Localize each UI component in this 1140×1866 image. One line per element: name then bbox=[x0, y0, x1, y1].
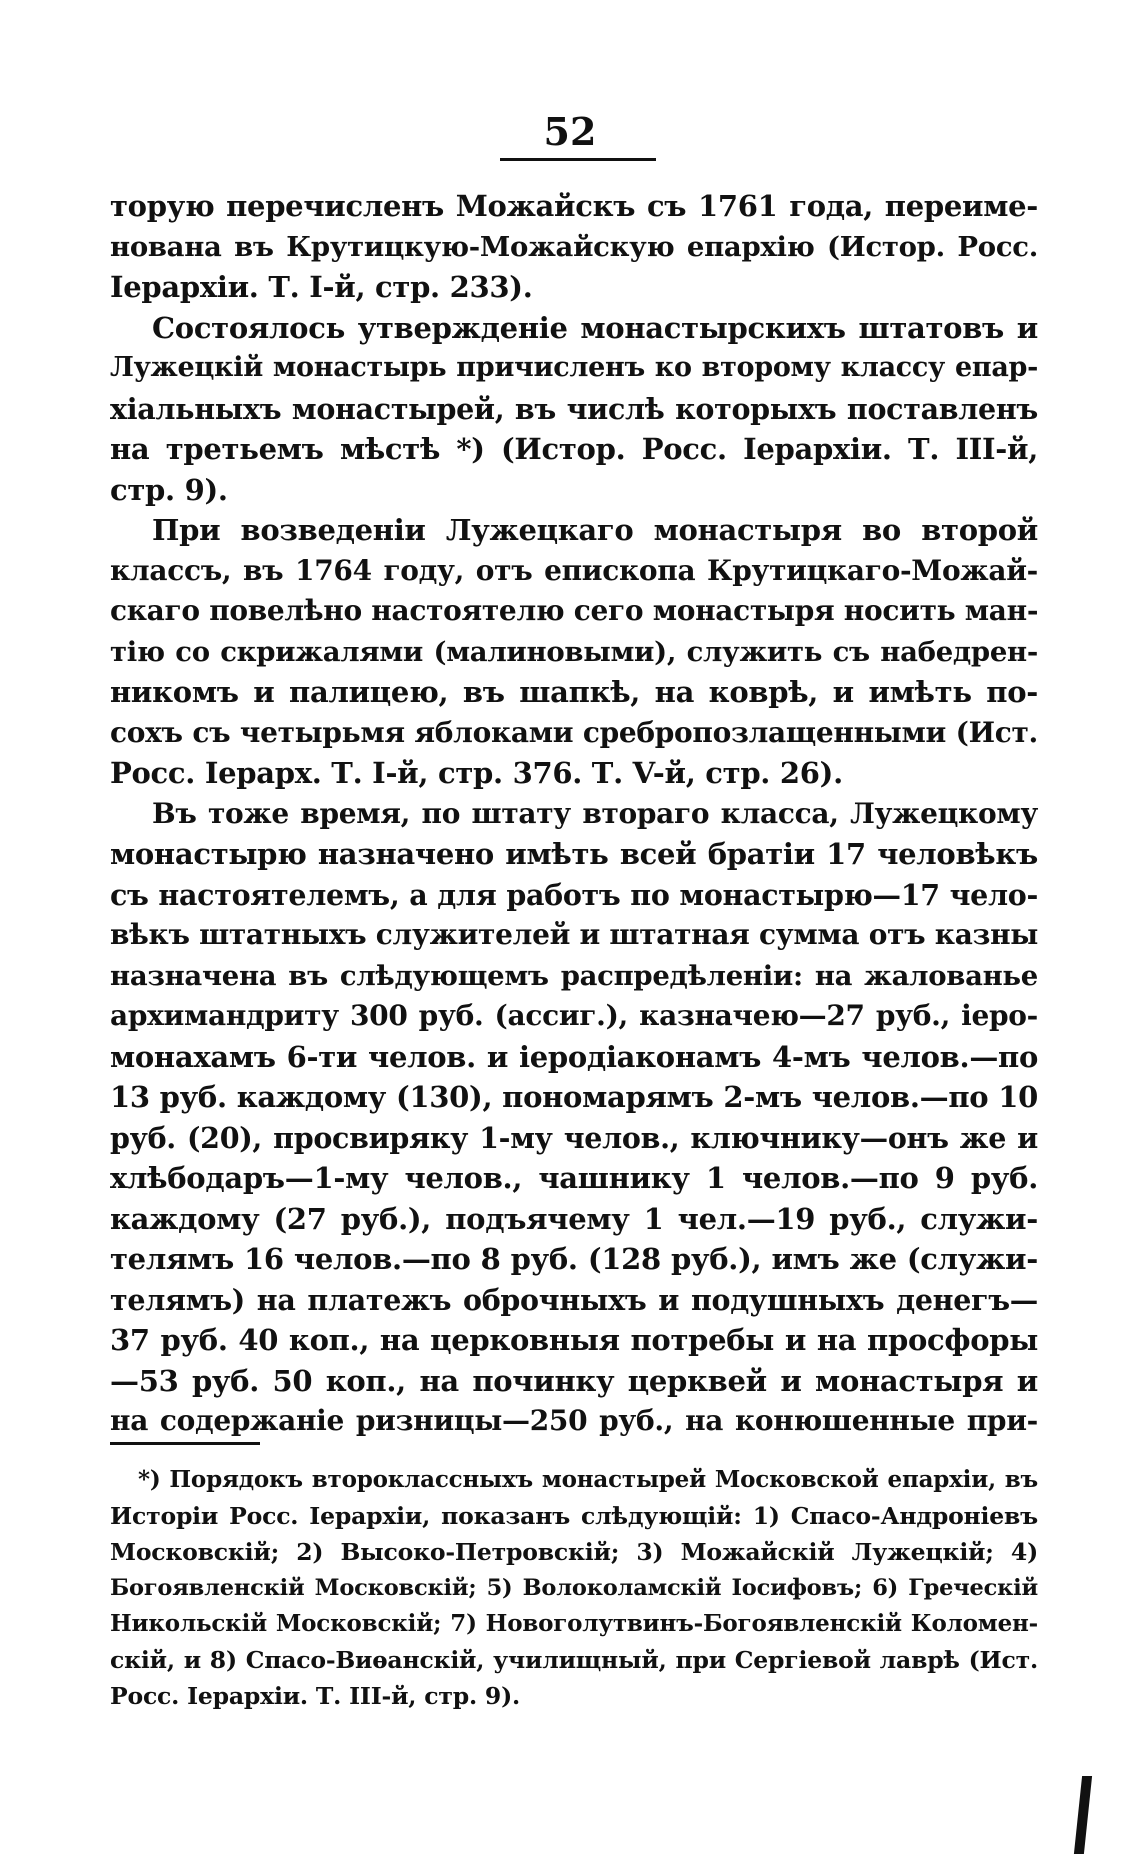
text-line: каждому (27 руб.), подъячему 1 чел.—19 руб., служи- bbox=[110, 1201, 1038, 1236]
text-line: Состоялось утвержденіе монастырскихъ штатовъ и bbox=[152, 310, 1038, 345]
text-line: телямъ) на платежъ оброчныхъ и подушныхъ денегъ— bbox=[110, 1282, 1038, 1317]
text-line: Въ тоже время, по штату втораго класса, Лужецкому bbox=[152, 796, 1038, 830]
text-line: монастырю назначено имѣть всей братіи 17 человѣкъ bbox=[110, 837, 1038, 871]
footnote-separator bbox=[110, 1442, 260, 1445]
scan-edge-mark bbox=[1074, 1776, 1092, 1854]
footnote bbox=[110, 1462, 1038, 1714]
text-line: архимандриту 300 руб. (ассиг.), казначею—27 руб., іеро- bbox=[110, 999, 1038, 1032]
footnote-line: Никольскій Московскій; 7) Новоголутвинъ-Богоявленскій Коломен- bbox=[110, 1610, 1038, 1637]
text-line: 37 руб. 40 коп., на церковныя потребы и на просфоры bbox=[110, 1323, 1038, 1357]
text-line: руб. (20), просвиряку 1-му челов., ключнику—онъ же и bbox=[110, 1120, 1038, 1155]
text-line: Лужецкій монастырь причисленъ ко второму классу епар- bbox=[110, 352, 1038, 383]
page-number-underline bbox=[500, 158, 656, 161]
text-line: —53 руб. 50 коп., на починку церквей и монастыря и bbox=[110, 1363, 1038, 1398]
footnote-line: *) Порядокъ второклассныхъ монастырей Московской епархіи, въ bbox=[138, 1466, 1038, 1493]
text-line: нована въ Крутицкую-Можайскую епархію (Истор. Росс. bbox=[110, 230, 1038, 263]
text-line: Росс. Іерарх. Т. І-й, стр. 376. Т. V-й, стр. 26). bbox=[110, 756, 843, 790]
text-line: хлѣбодаръ—1-му челов., чашнику 1 челов.—по 9 руб. bbox=[110, 1161, 1038, 1195]
text-line: назначена въ слѣдующемъ распредѣленіи: на жалованье bbox=[110, 959, 1038, 992]
footnote-line: Московскій; 2) Высоко-Петровскій; 3) Можайскій Лужецкій; 4) bbox=[110, 1538, 1038, 1566]
text-line: никомъ и палицею, въ шапкѣ, на коврѣ, и имѣть по- bbox=[110, 675, 1038, 709]
text-line: хіальныхъ монастырей, въ числѣ которыхъ поставленъ bbox=[110, 391, 1038, 426]
footnote-line: Исторіи Росс. Іерархіи, показанъ слѣдующій: 1) Спасо-Андроніевъ bbox=[110, 1502, 1038, 1530]
text-line: на содержаніе ризницы—250 руб., на конюшенные при- bbox=[110, 1404, 1038, 1437]
text-line: торую перечисленъ Можайскъ съ 1761 года, переиме- bbox=[110, 189, 1038, 223]
text-line: съ настоятелемъ, а для работъ по монастырю—17 чело- bbox=[110, 877, 1038, 912]
main-text bbox=[110, 186, 1038, 1442]
text-line: стр. 9). bbox=[110, 472, 228, 507]
text-line: на третьемъ мѣстѣ *) (Истор. Росс. Іерархіи. Т. III-й, bbox=[110, 432, 1038, 466]
footnote-line: скій, и 8) Спасо-Виѳанскій, училищный, при Сергіевой лаврѣ (Ист. bbox=[110, 1646, 1038, 1674]
text-line: 13 руб. каждому (130), пономарямъ 2-мъ челов.—по 10 bbox=[110, 1080, 1038, 1114]
page-number: 52 bbox=[543, 109, 597, 154]
text-line: вѣкъ штатныхъ служителей и штатная сумма отъ казны bbox=[110, 918, 1039, 951]
text-line: При возведеніи Лужецкаго монастыря во второй bbox=[152, 513, 1038, 547]
footnote-line: Богоявленскій Московскій; 5) Волоколамскій Іосифовъ; 6) Греческій bbox=[110, 1575, 1038, 1601]
text-line: классъ, въ 1764 году, отъ епископа Крутицкаго-Можай- bbox=[110, 553, 1038, 587]
text-line: сохъ съ четырьмя яблоками сребропозлащенными (Ист. bbox=[110, 715, 1038, 749]
text-line: тію со скрижалями (малиновыми), служить съ набедрен- bbox=[110, 635, 1038, 668]
text-line: Іерархіи. Т. І-й, стр. 233). bbox=[110, 270, 533, 304]
text-line: монахамъ 6-ти челов. и іеродіаконамъ 4-мъ челов.—по bbox=[110, 1039, 1038, 1074]
text-line: скаго повелѣно настоятелю сего монастыря носить ман- bbox=[110, 594, 1039, 627]
text-line: телямъ 16 челов.—по 8 руб. (128 руб.), имъ же (служи- bbox=[110, 1242, 1038, 1276]
footnote-line: Росс. Іерархіи. Т. III-й, стр. 9). bbox=[110, 1682, 520, 1710]
